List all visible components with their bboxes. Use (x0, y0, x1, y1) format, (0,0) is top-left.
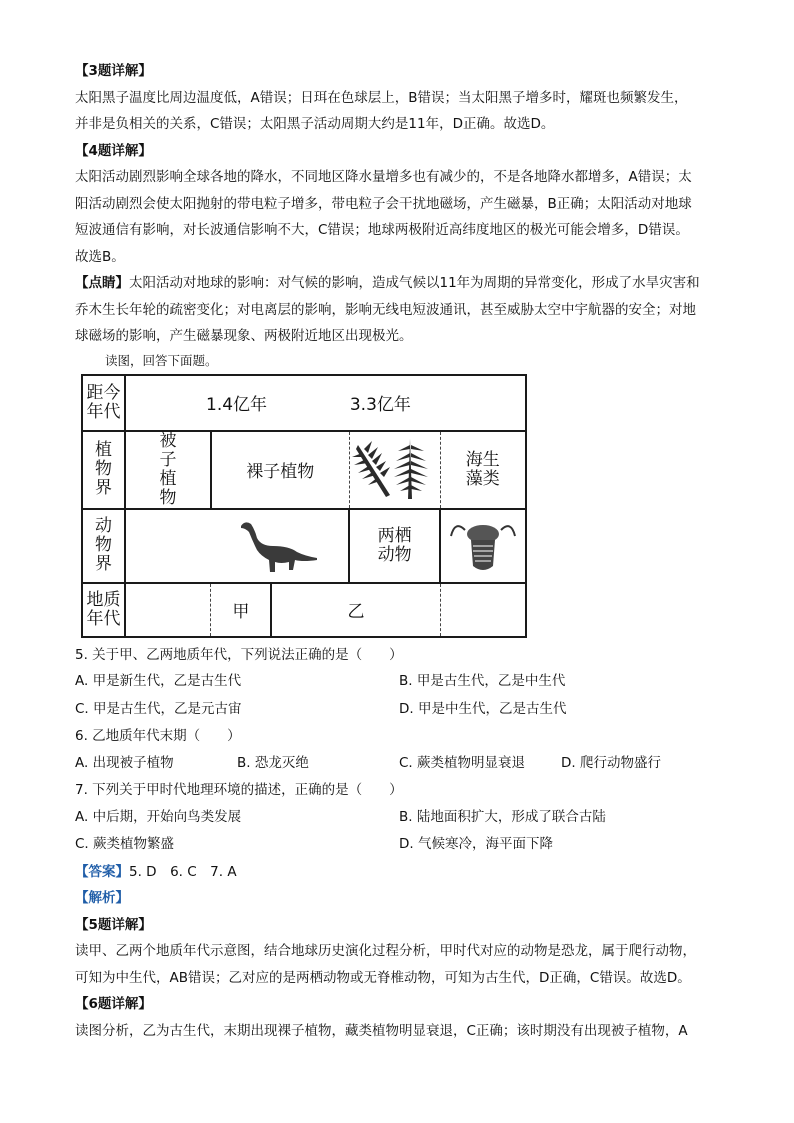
section-4-line-4: 故选B。 (75, 248, 125, 265)
q7-option-d[interactable]: D. 气候寒冷，海平面下降 (399, 836, 553, 852)
section-4-heading: 【4题详解】 (75, 142, 152, 159)
dianjing-heading: 【点睛】 (75, 275, 129, 291)
row-label-animals: 动 物 界 (82, 509, 125, 583)
section-5-heading: 【5题详解】 (75, 916, 152, 933)
dianjing-line-1 (75, 270, 725, 297)
dinosaur-icon (235, 516, 319, 576)
time-1-4: 1.4亿年 (206, 395, 268, 415)
q7-stem: 7. 下列关于甲时代地理环境的描述，正确的是（ ） (75, 782, 403, 798)
fern-icon (350, 435, 440, 505)
q6-stem: 6. 乙地质年代末期（ ） (75, 728, 241, 744)
row-label-plants: 植 物 界 (82, 431, 125, 509)
q6-option-d[interactable]: D. 爬行动物盛行 (561, 754, 661, 771)
q5-options-row-2 (75, 696, 725, 724)
angiosperm-cell: 被子 植物 (125, 431, 211, 509)
q6-option-b[interactable]: B. 恐龙灭绝 (237, 754, 309, 771)
figure-caption: 读图，回答下面题。 (105, 352, 218, 368)
section-5-line-2: 可知为中生代，AB错误；乙对应的是两栖动物或无脊椎动物，可知为古生代，D正确，C错误。故选D。 (75, 969, 691, 986)
row-label-era: 地质 年代 (82, 583, 125, 637)
section-3-line-2: 并非是负相关的关系，C错误；太阳黑子活动周期大约是11年，D正确。故选D。 (75, 116, 555, 132)
q7-option-c[interactable]: C. 蕨类植物繁盛 (75, 836, 175, 852)
q5-options-row-1 (75, 668, 725, 696)
answer-line (75, 859, 725, 886)
q5-stem: 5. 关于甲、乙两地质年代，下列说法正确的是（ ） (75, 646, 403, 663)
fern-image-cell (349, 431, 440, 509)
analysis-tag: 【解析】 (75, 890, 129, 906)
geologic-era-table (81, 374, 527, 638)
answer-text: 5. D 6. C 7. A (129, 863, 237, 880)
trilobite-cell (440, 509, 526, 583)
q5-option-a[interactable]: A. 甲是新生代，乙是古生代 (75, 673, 242, 689)
q5-option-d[interactable]: D. 甲是中生代，乙是古生代 (399, 700, 567, 717)
seaweed-cell: 海生 藻类 (440, 431, 526, 509)
section-3-heading: 【3题详解】 (75, 63, 152, 79)
section-6-line-1: 读图分析，乙为古生代，末期出现裸子植物，藏类植物明显衰退，C正确；该时期没有出现被子植物，A (75, 1022, 688, 1039)
q5-option-b[interactable]: B. 甲是古生代，乙是中生代 (399, 673, 566, 689)
gymnosperm-cell: 裸子植物 (211, 431, 349, 509)
document-page (75, 58, 725, 1044)
section-6-heading: 【6题详解】 (75, 996, 152, 1012)
era-jia-cell: 甲 (211, 583, 271, 637)
q7-option-a[interactable]: A. 中后期，开始向鸟类发展 (75, 808, 242, 825)
section-4-line-2: 阳活动剧烈会使太阳抛射的带电粒子增多，带电粒子会干扰地磁场，产生磁暴，B正确；太阳活动对地球 (75, 195, 692, 212)
row-label-distance: 距今 年代 (82, 375, 125, 431)
dianjing-line-2: 乔木生长年轮的疏密变化；对电离层的影响，影响无线电短波通讯，甚至威胁太空中宇航器的安全；对地 (75, 301, 696, 318)
q6-option-c[interactable]: C. 蕨类植物明显衰退 (399, 754, 526, 771)
dianjing-line-3: 球磁场的影响，产生磁暴现象、两极附近地区出现极光。 (75, 328, 413, 344)
trilobite-icon (443, 516, 523, 576)
section-4-line-1: 太阳活动剧烈影响全球各地的降水，不同地区降水量增多也有减少的，不是各地降水都增多，A错误；太 (75, 169, 692, 185)
q7-options-row-2 (75, 831, 725, 859)
era-tail-cell (440, 583, 526, 637)
dianjing-text-1: 太阳活动对地球的影响：对气候的影响，造成气候以11年为周期的异常变化，形成了水旱灾害和 (129, 275, 700, 291)
time-markers (125, 375, 526, 431)
section-4-line-3: 短波通信有影响，对长波通信影响不大，C错误；地球两极附近高纬度地区的极光可能会增多，D错误。 (75, 222, 689, 238)
dinosaur-cell (211, 509, 349, 583)
q7-options-row-1 (75, 804, 725, 832)
era-empty-cell (125, 583, 211, 637)
time-3-3: 3.3亿年 (349, 395, 411, 415)
animal-empty-cell (125, 509, 211, 583)
q7-option-b[interactable]: B. 陆地面积扩大，形成了联合古陆 (399, 808, 606, 825)
q6-option-a[interactable]: A. 出现被子植物 (75, 754, 174, 771)
era-yi-cell: 乙 (271, 583, 440, 637)
section-3-line-1: 太阳黑子温度比周边温度低，A错误；日珥在色球层上，B错误；当太阳黑子增多时，耀斑也频繁发生， (75, 89, 688, 106)
amphibian-cell: 两栖 动物 (349, 509, 440, 583)
section-5-line-1: 读甲、乙两个地质年代示意图，结合地球历史演化过程分析，甲时代对应的动物是恐龙，属于爬行动物， (75, 943, 696, 959)
q6-options-row (75, 750, 725, 778)
q5-option-c[interactable]: C. 甲是古生代，乙是元古宙 (75, 700, 242, 717)
answer-tag: 【答案】 (75, 863, 129, 880)
